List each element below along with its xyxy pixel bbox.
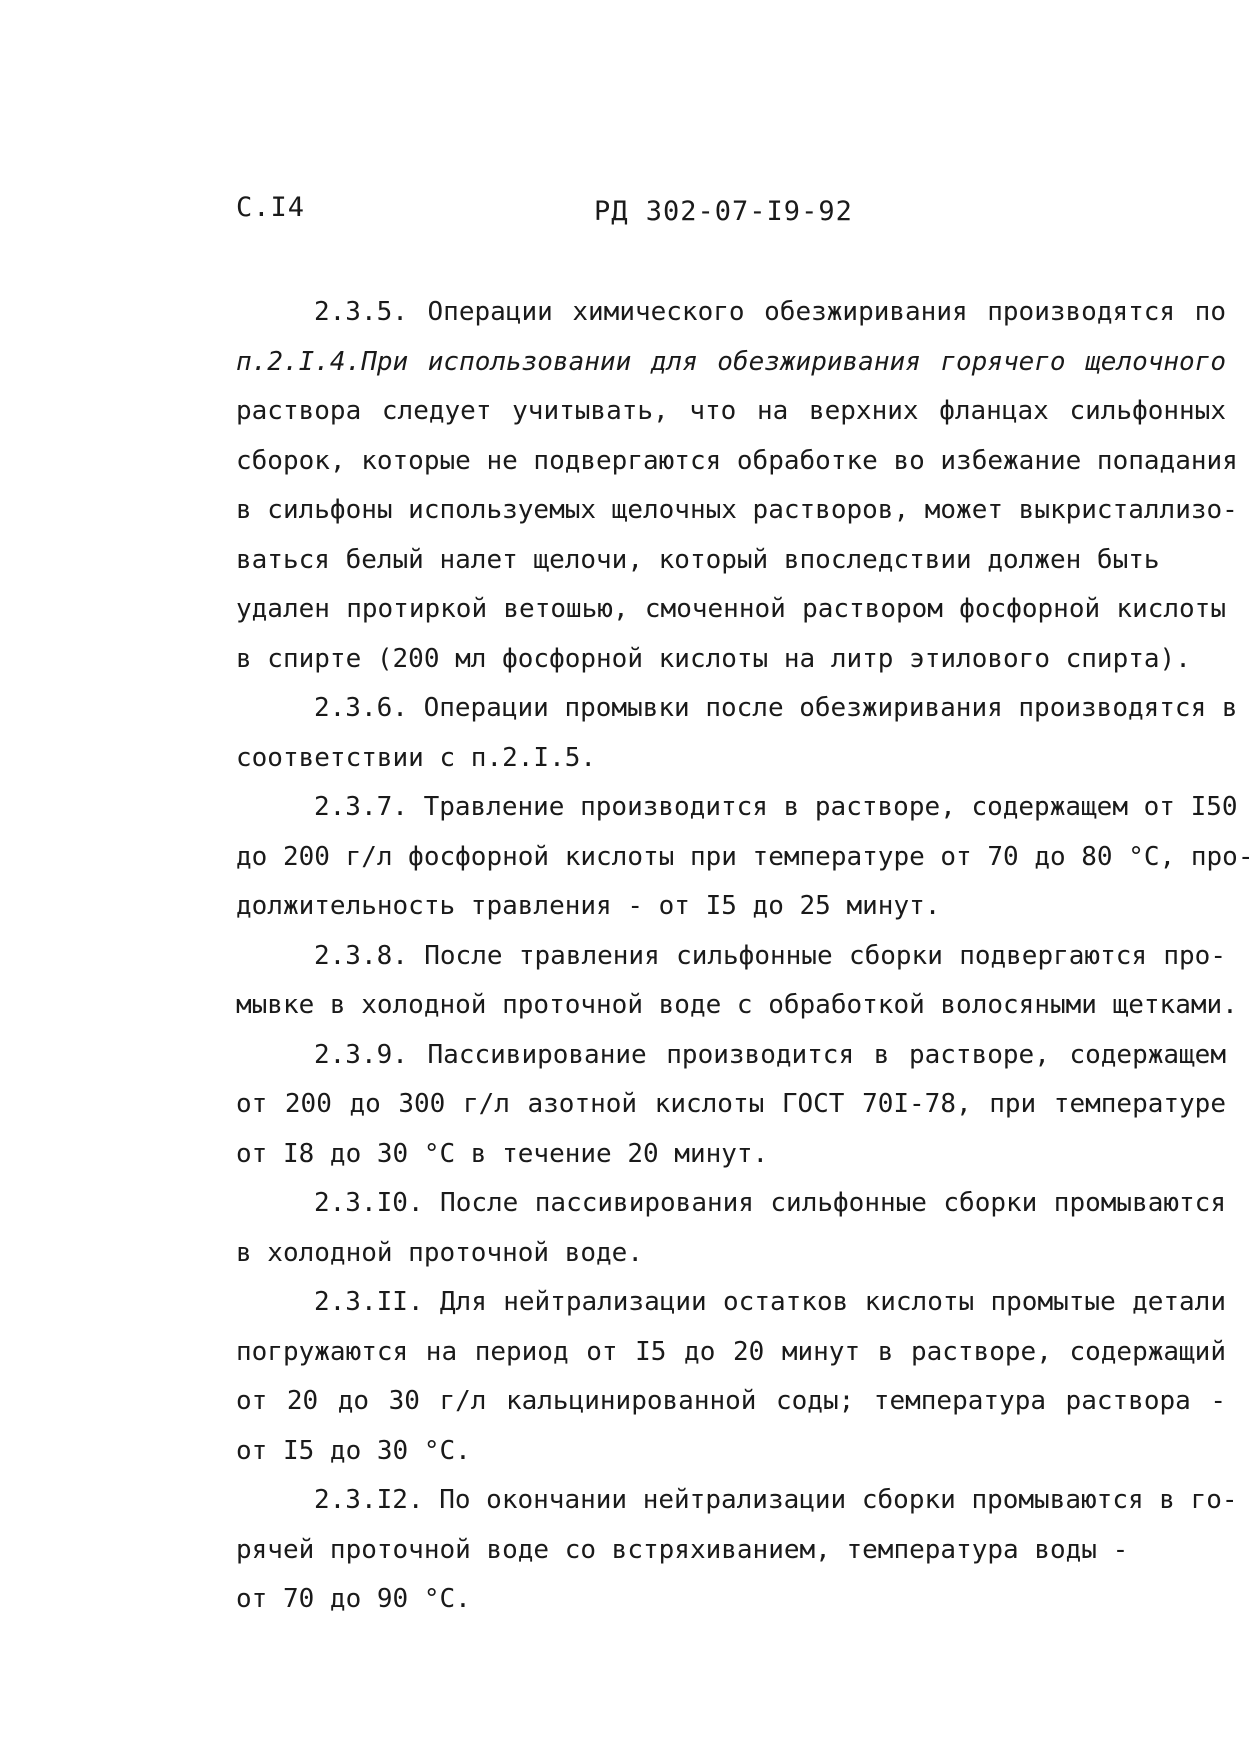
text-line: должительность травления - от I5 до 25 минут. (236, 891, 941, 921)
body-text (236, 288, 1253, 1625)
document-code: РД 302-07-I9-92 (594, 196, 853, 227)
text-line: соответствии с п.2.I.5. (236, 742, 597, 773)
text-line: 2.3.II. Для нейтрализации остатков кислоты промытые детали (314, 1287, 1226, 1317)
paragraph-2-3-11 (236, 1278, 1226, 1476)
text-line: 2.3.I2. По окончании нейтрализации сборки промываются в го- (314, 1485, 1238, 1515)
paragraph-2-3-8 (236, 932, 1238, 1031)
text-line: удален протиркой ветошью, смоченной раствором фосфорной кислоты (236, 594, 1226, 624)
text-line: сборок, которые не подвергаются обработке во избежание попадания (236, 445, 1238, 476)
text-line: в спирте (200 мл фосфорной кислоты на литр этилового спирта). (236, 643, 1191, 674)
page-number: С.I4 (236, 192, 306, 223)
paragraph-2-3-10 (236, 1179, 1226, 1278)
text-line: п.2.I.4.При использовании для обезжиривания горячего щелочного (236, 346, 1226, 377)
text-line: ваться белый налет щелочи, который впоследствии должен быть (236, 544, 1160, 575)
text-line: от I8 до 30 °С в течение 20 минут. (236, 1138, 769, 1169)
paragraph-2-3-5 (236, 288, 1238, 684)
text-line: в сильфоны используемых щелочных растворов, может выкристаллизо- (236, 495, 1238, 525)
text-line: до 200 г/л фосфорной кислоты при температуре от 70 до 80 °С, про- (236, 841, 1253, 872)
text-line: мывке в холодной проточной воде с обработкой волосяными щетками. (236, 990, 1238, 1020)
text-line: от 20 до 30 г/л кальцинированной соды; температура раствора - (236, 1386, 1226, 1416)
text-line: 2.3.9. Пассивирование производится в растворе, содержащем (314, 1039, 1226, 1070)
paragraph-2-3-12 (236, 1476, 1238, 1625)
text-line: 2.3.6. Операции промывки после обезжиривания производятся в (314, 693, 1238, 723)
paragraph-2-3-6 (236, 684, 1238, 783)
paragraph-2-3-9 (236, 1031, 1226, 1180)
text-line: погружаются на период от I5 до 20 минут в растворе, содержащий (236, 1336, 1226, 1367)
text-line: 2.3.8. После травления сильфонные сборки подвергаются про- (314, 940, 1226, 971)
text-line: раствора следует учитывать, что на верхних фланцах сильфонных (236, 396, 1226, 426)
text-line: 2.3.5. Операции химического обезжиривания производятся по (314, 297, 1226, 327)
text-line: 2.3.7. Травление производится в растворе, содержащем от I50 (314, 792, 1238, 822)
text-line: от 70 до 90 °С. (236, 1584, 471, 1614)
text-line: 2.3.I0. После пассивирования сильфонные сборки промываются (314, 1188, 1226, 1218)
paragraph-2-3-7 (236, 783, 1253, 932)
text-line: от 200 до 300 г/л азотной кислоты ГОСТ 70I-78, при температуре (236, 1089, 1226, 1119)
text-line: в холодной проточной воде. (236, 1237, 643, 1268)
text-line: рячей проточной воде со встряхиванием, температура воды - (236, 1534, 1129, 1565)
text-line: от I5 до 30 °С. (236, 1435, 471, 1466)
